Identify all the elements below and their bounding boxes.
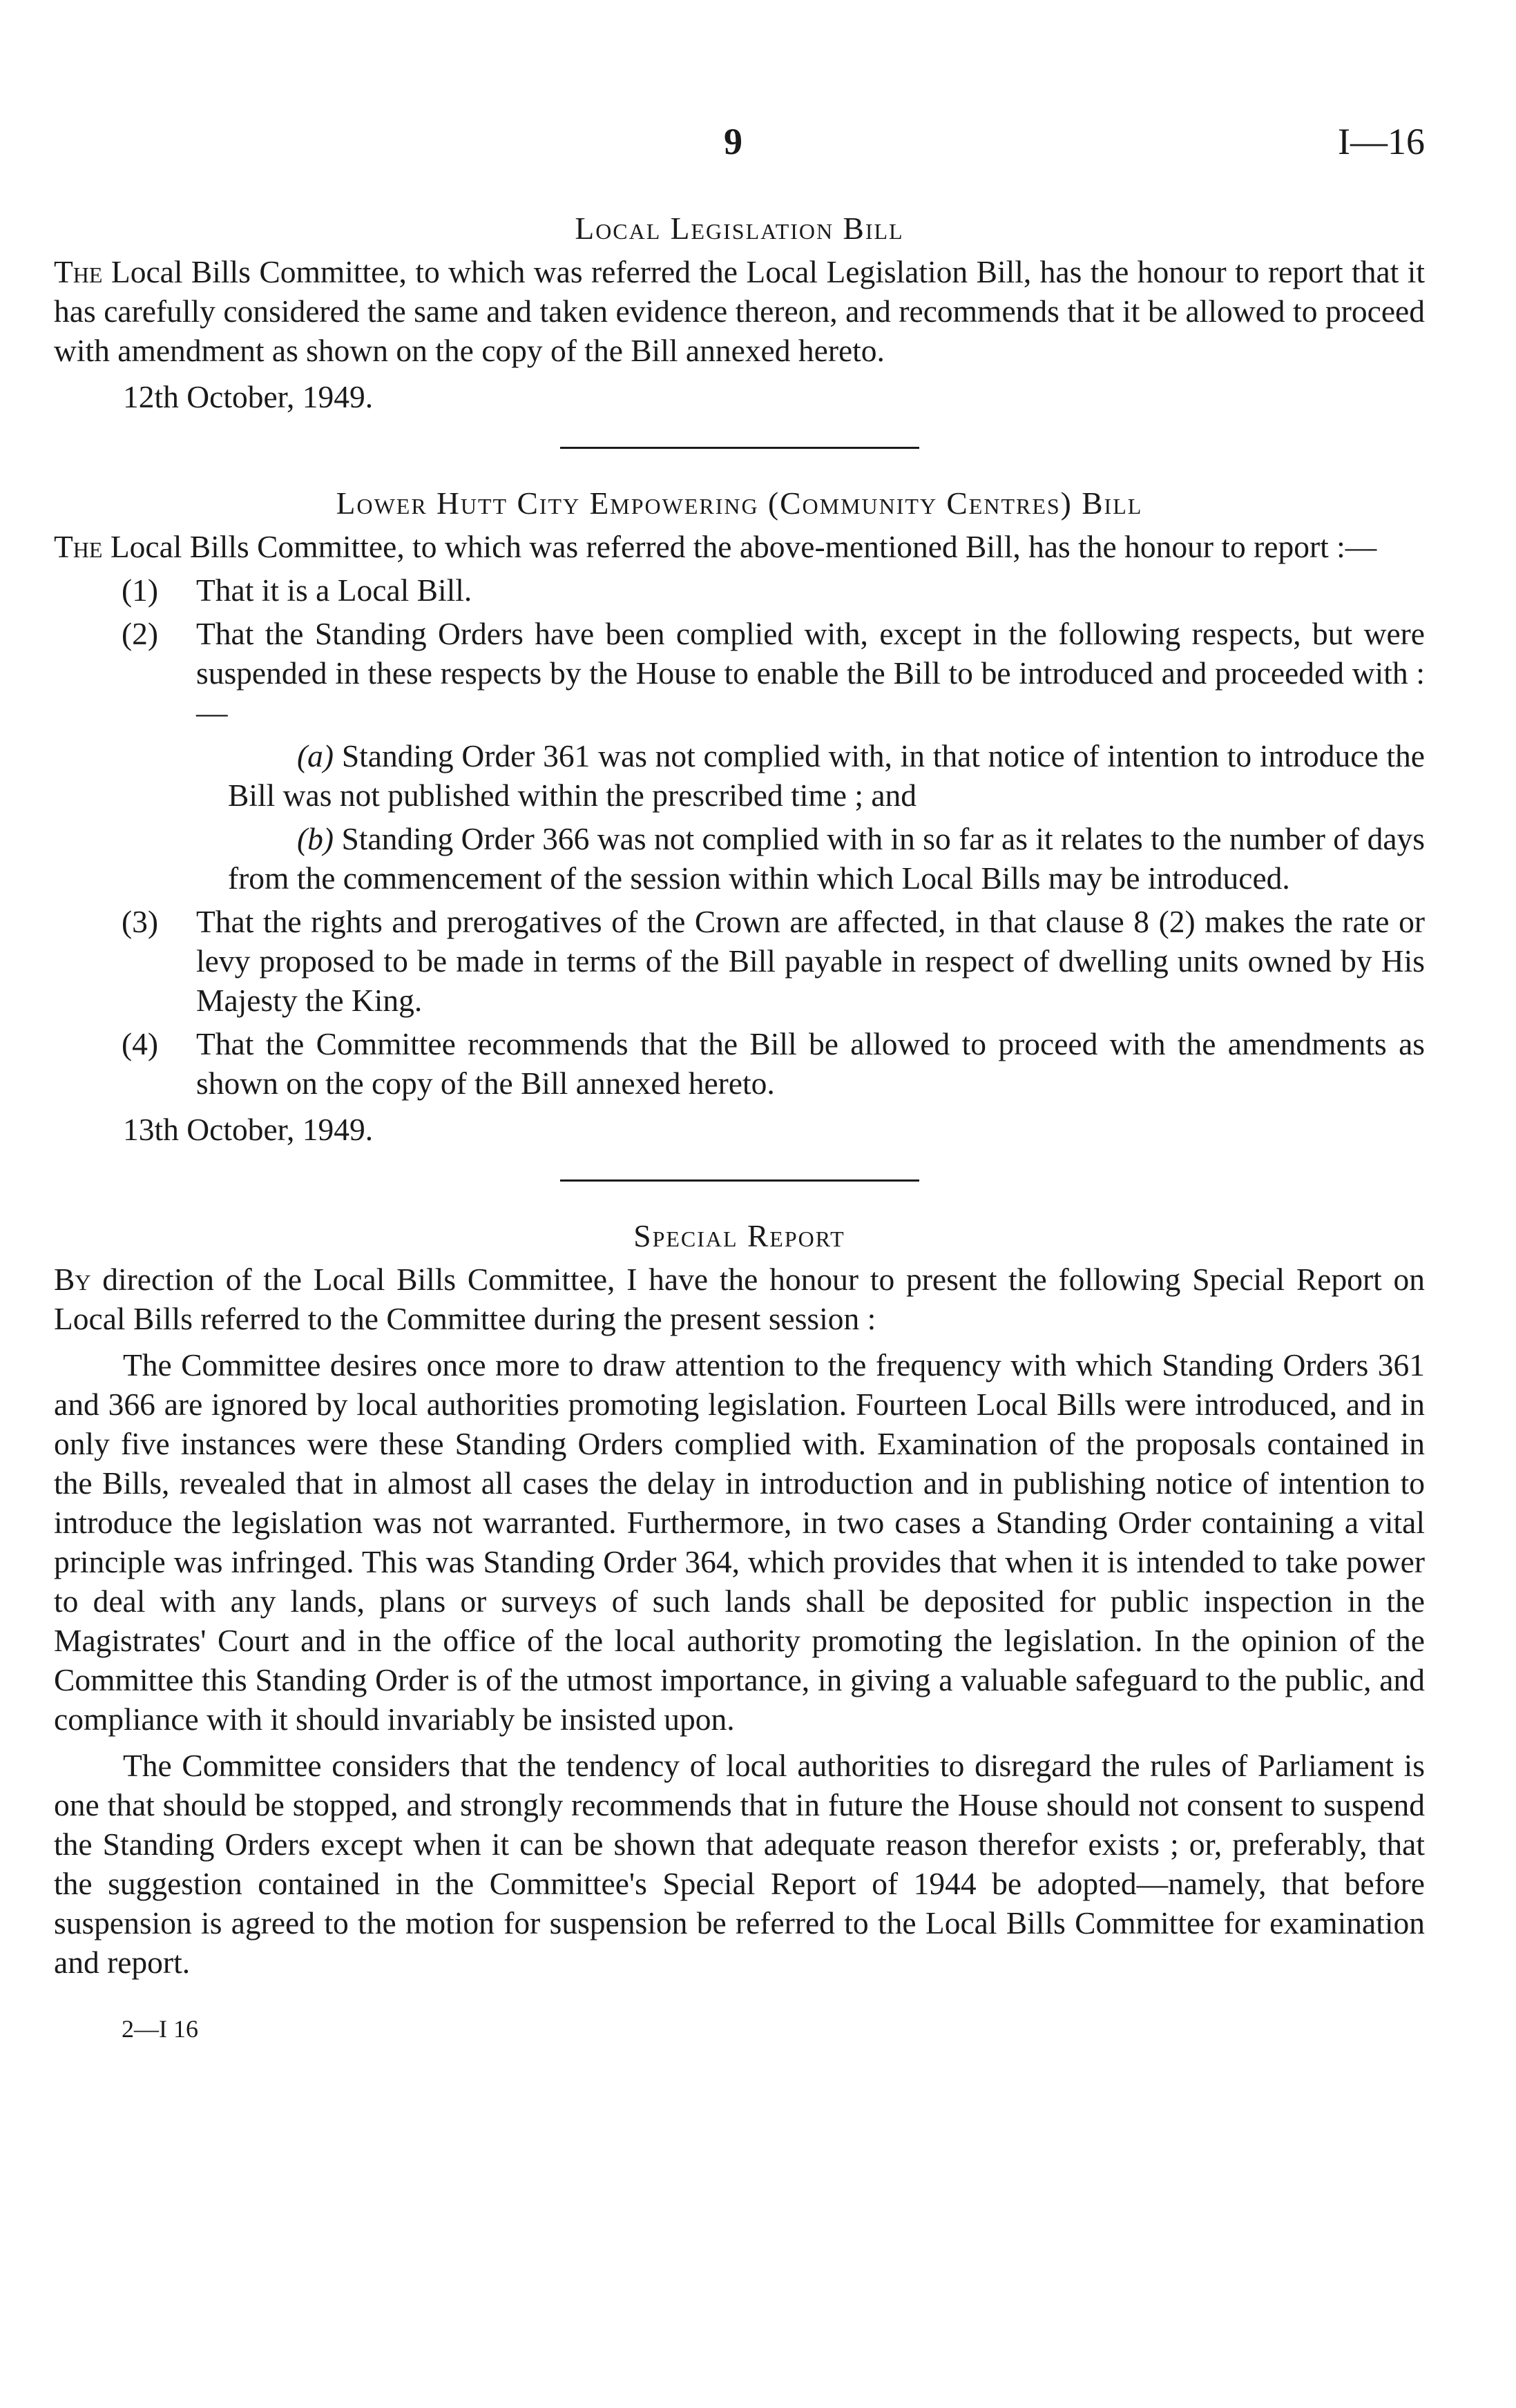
item-number: (4) <box>122 1026 159 1061</box>
sub-item <box>54 819 1425 898</box>
sub-item <box>54 736 1425 815</box>
page-number: 9 <box>724 121 742 162</box>
body-text: Local Bills Committee, to which was referred the Local Legislation Bill, has the honour to report that it has carefully considered the same and taken evidence thereon, and recommends that it be allowed to proceed with amendment as shown on the copy of the Bill annexed hereto. <box>54 254 1426 368</box>
report-date: 12th October, 1949. <box>123 379 374 414</box>
report-paragraph: The Committee considers that the tendency of local authorities to disregard the rules of Parliament is one that should be stopped, and strongly recommends that in future the House should not consent to suspend the Standing Orders except when it can be shown that adequate reason therefor exists ; or, preferably, that the suggestion contained in the Committee's Special Report of 1944 be adopted—namely, that before suspension is agreed to the motion for suspension be referred to the Local Bills Committee for examination and report. <box>54 1748 1425 1980</box>
item-text: That the Standing Orders have been complied with, except in the following respects, but were suspended in these respects by the House to enable the Bill to be introduced and proceeded with :— <box>196 616 1425 730</box>
item-number: (3) <box>122 904 159 939</box>
sub-item-label: (b) <box>297 821 334 856</box>
sub-item-text: Standing Order 366 was not complied with in so far as it relates to the number of days from the commencement of the session within which Local Bills may be introduced. <box>228 821 1426 896</box>
footer-signature-reference: 2—I 16 <box>122 2015 198 2043</box>
section-body <box>54 252 1425 370</box>
sub-item-label: (a) <box>297 738 334 773</box>
section-lower-hutt <box>54 483 1425 1149</box>
report-paragraph: The Committee desires once more to draw attention to the frequency with which Standing Orders 361 and 366 are ignored by local authorities promoting legislation. Fourteen Local Bills were introduced, and in only five instances were these Standing Orders complied with. Examination of the proposals contained in the Bills, revealed that in almost all cases the delay in introduction and in publishing notice of intention to introduce the legislation was not warranted. Furthermore, in two cases a Standing Order containing a vital principle was infringed. This was Standing Order 364, which provides that when it is intended to take power to deal with any lands, plans or surveys of such lands shall be deposited for public inspection in the Magistrates' Court and in the office of the local authority promoting the legislation. In the opinion of the Committee this Standing Order is of the utmost importance, in giving a valuable safeguard to the public, and compliance with it should invariably be insisted upon. <box>54 1347 1425 1737</box>
section-heading: Special Report <box>633 1218 845 1253</box>
list-item <box>54 614 1425 732</box>
section-special-report <box>54 1216 1425 1982</box>
lead-word: The <box>54 529 103 564</box>
list-item <box>54 902 1425 1020</box>
item-text: That the rights and prerogatives of the Crown are affected, in that clause 8 (2) makes the rate or levy proposed to be made in terms of the Bill payable in respect of dwelling units owned by His Majesty the King. <box>196 904 1425 1018</box>
page-header <box>54 117 1425 173</box>
item-text: That the Committee recommends that the Bill be allowed to proceed with the amendments as shown on the copy of the Bill annexed hereto. <box>196 1026 1425 1101</box>
section-body <box>54 527 1425 566</box>
section-intro <box>54 1260 1425 1338</box>
list-item <box>54 570 1425 610</box>
item-text: That it is a Local Bill. <box>196 572 472 608</box>
section-heading: Local Legislation Bill <box>575 211 904 246</box>
page-reference: I—16 <box>1338 121 1425 162</box>
intro-text: direction of the Local Bills Committee, I have the honour to present the following Special Report on Local Bills referred to the Committee during the present session : <box>54 1262 1426 1336</box>
list-item <box>54 1024 1425 1103</box>
section-divider <box>560 1179 919 1182</box>
item-number: (1) <box>122 572 159 608</box>
item-number: (2) <box>122 616 159 651</box>
lead-word: By <box>54 1262 91 1297</box>
section-local-legislation <box>54 209 1425 416</box>
section-divider <box>560 447 919 449</box>
section-heading: Lower Hutt City Empowering (Community Centres) Bill <box>336 485 1143 521</box>
document-page <box>54 117 1425 2049</box>
lead-word: The <box>54 254 103 289</box>
body-text: Local Bills Committee, to which was referred the above-mentioned Bill, has the honour to report :— <box>110 529 1377 564</box>
sub-item-text: Standing Order 361 was not complied with, in that notice of intention to introduce the Bill was not published within the prescribed time ; and <box>228 738 1426 813</box>
report-date: 13th October, 1949. <box>123 1112 374 1147</box>
